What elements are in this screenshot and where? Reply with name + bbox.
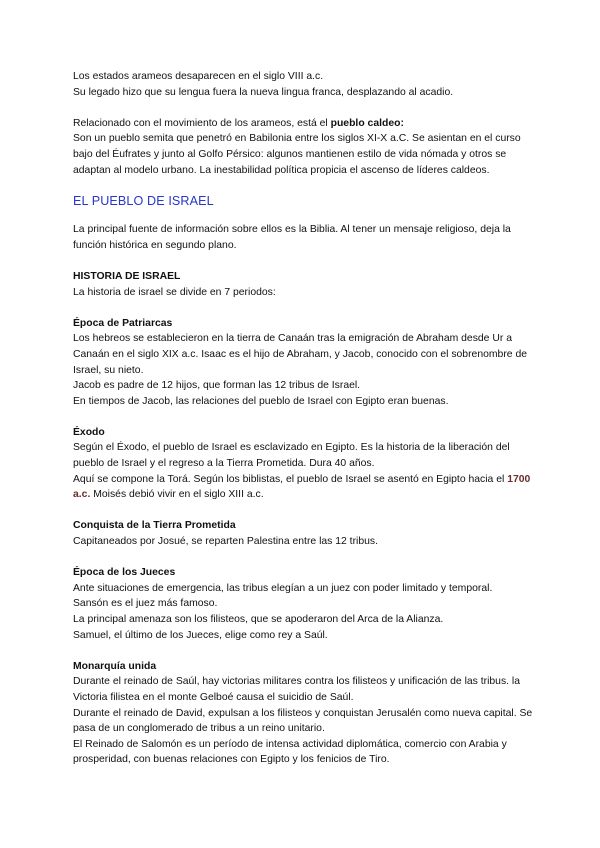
monarquia-paragraph-2: Durante el reinado de David, expulsan a los filisteos y conquistan Jerusalén como nueva capital. Se pasa de un conglomerado de tribus a un reino unitario. <box>73 707 533 735</box>
intro-line-2: Su legado hizo que su lengua fuera la nueva lingua franca, desplazando al acadio. <box>73 86 454 98</box>
jueces-paragraph-1: Ante situaciones de emergencia, las tribus elegían a un juez con poder limitado y temporal. <box>73 582 493 594</box>
jueces-paragraph-2: Sansón es el juez más famoso. <box>73 598 218 610</box>
patriarcas-paragraph-1: Los hebreos se establecieron en la tierra de Canaán tras la emigración de Abraham desde Ur a Canaán en el siglo XIX a.c. Isaac es el hijo de Abraham, y Jacob, conocido con el sobrenombre de Israel, su nieto. <box>73 333 527 376</box>
monarquia-paragraph-3: El Reinado de Salomón es un período de intensa actividad diplomática, comercio con Arabia y prosperidad, con buenas relaciones con Egipto y los fenicios de Tiro. <box>73 738 507 766</box>
exodo-paragraph-2 <box>73 472 540 503</box>
intro-line-1: Los estados arameos desaparecen en el siglo VIII a.c. <box>73 71 324 82</box>
exodo-date-highlight: 1700 a.c. <box>73 473 531 501</box>
caldeo-paragraph: Son un pueblo semita que penetró en Babilonia entre los siglos XI-X a.C. Se asientan en el curso bajo del Éufrates y junto al Golfo Pérsico: algunos mantienen estilo de vida nómada y otros se adaptan al modelo urbano. La inestabilidad política propicia el ascenso de líderes caldeos. <box>73 133 521 176</box>
caldeo-lead-text: Relacionado con el movimiento de los arameos, está el <box>73 117 331 129</box>
historia-heading: HISTORIA DE ISRAEL <box>73 270 181 282</box>
patriarcas-paragraph-3: En tiempos de Jacob, las relaciones del pueblo de Israel con Egipto eran buenas. <box>73 395 449 407</box>
monarquia-paragraph-1: Durante el reinado de Saúl, hay victorias militares contra los filisteos y unificación de las tribus. la Victoria filistea en el monte Gelboé causa el suicidio de Saúl. <box>73 676 521 703</box>
conquista-heading: Conquista de la Tierra Prometida <box>73 520 236 532</box>
section-title-israel: EL PUEBLO DE ISRAEL <box>73 194 214 209</box>
exodo-heading: Éxodo <box>73 426 105 438</box>
monarquia-heading: Monarquía unida <box>73 660 157 672</box>
exodo-p2-lead: Aquí se compone la Torá. Según los biblistas, el pueblo de Israel se asentó en Egipto hacia el <box>73 473 508 485</box>
exodo-paragraph-1: Según el Éxodo, el pueblo de Israel es esclavizado en Egipto. Es la historia de la liberación del pueblo de Israel y el regreso a la Tierra Prometida. Dura 40 años. <box>73 442 510 470</box>
caldeo-bold-term: pueblo caldeo: <box>330 117 404 129</box>
historia-text: La historia de israel se divide en 7 periodos: <box>73 286 276 298</box>
caldeo-lead-paragraph <box>73 116 540 132</box>
jueces-paragraph-4: Samuel, el último de los Jueces, elige como rey a Saúl. <box>73 629 328 641</box>
patriarcas-paragraph-2: Jacob es padre de 12 hijos, que forman las 12 tribus de Israel. <box>73 380 361 392</box>
jueces-paragraph-3: La principal amenaza son los filisteos, que se apoderaron del Arca de la Alianza. <box>73 614 444 625</box>
israel-intro-paragraph: La principal fuente de información sobre ellos es la Biblia. Al tener un mensaje religioso, deja la función histórica en segundo plano. <box>73 224 511 251</box>
jueces-heading: Época de los Jueces <box>73 567 176 579</box>
patriarcas-heading: Época de Patriarcas <box>73 317 173 329</box>
exodo-p2-tail: Moisés debió vivir en el siglo XIII a.c. <box>90 489 264 501</box>
conquista-paragraph-1: Capitaneados por Josué, se reparten Palestina entre las 12 tribus. <box>73 536 378 548</box>
